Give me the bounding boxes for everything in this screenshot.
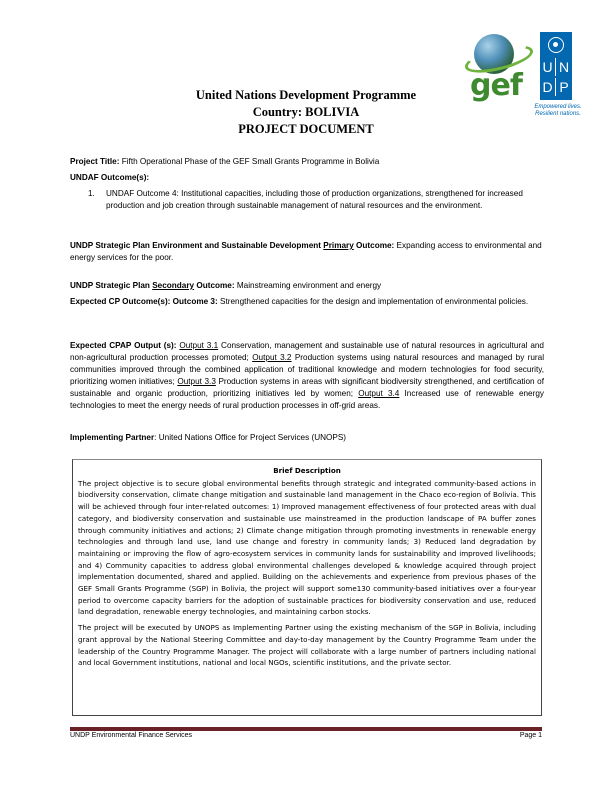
brief-description-title: Brief Description <box>273 466 341 475</box>
output-3-4-id: Output 3.4 <box>358 389 400 398</box>
project-title-label: Project Title: <box>70 157 120 166</box>
page-number: Page 1 <box>519 732 542 739</box>
output-3-1-text: Conservation, management and sustainable use of natural resources in agricultural and non-agricultural production processes promoted; <box>70 341 544 362</box>
gef-logo-text: gef <box>470 68 522 103</box>
undp-tagline: Empowered lives. Resilient nations. <box>534 104 582 117</box>
cp-outcome-value: Strengthened capacities for the design and implementation of environmental policies. <box>220 297 529 306</box>
output-3-3-text: Production systems in areas with significant biodiversity strengthened, and certification of sustainable and organic production, prioritizing initiatives led by women; <box>70 377 544 398</box>
output-3-4-text: Increased use of renewable energy technologies to meet the energy needs of rural production processes in off-grid areas. <box>70 389 544 410</box>
brief-description-paragraph: The project objective is to secure global environmental benefits through strategic and integrated community-based actions in biodiversity conservation, climate change mitigation and sustainable land management in the Chaco eco-region of Bolivia. This will be achieved through four inter-related outcomes: 1) Improved management effectiveness of four protected areas with dual category, and biodiversity conservation and sustainable use mainstreamed in the production landscape of PA buffer zones through community initiatives and actions; 2) Climate change mitigation through promoting investments in renewable energy technologies and through land use, land use change and forestry in community lands; 3) Reduced land degradation by maintaining or improving the flow of agro-ecosystem services in community lands for sustainability and improved livelihoods; and 4) Community capacities to address global environmental challenges developed & knowledge acquired through project implementation documented, shared and applied. Building on the achievements and experience from previous phases of the GEF Small Grants Programme (SGP) in Bolivia, the project will support some130 community-based initiatives over a four-year period to overcome capacity barriers for the adoption of sustainable practices for biodiversity conservation and use, reduced land degradation, renewable energy technologies, and maintaining carbon stocks. <box>78 478 536 617</box>
organization-title: United Nations Development Programme <box>195 88 417 102</box>
undp-letter-d: D <box>540 78 556 96</box>
project-title <box>70 156 544 168</box>
cp-outcome <box>70 296 544 308</box>
primary-outcome-label: UNDP Strategic Plan Environment and Sustainable Development Primary Outcome: <box>70 241 395 250</box>
undp-letter-u: U <box>540 58 556 76</box>
undaf-outcome-label: UNDAF Outcome(s): <box>70 173 150 182</box>
project-title-value: Fifth Operational Phase of the GEF Small Grants Programme in Bolivia <box>121 157 380 166</box>
secondary-outcome-value: Mainstreaming environment and energy <box>236 281 382 290</box>
implementing-partner-value: : United Nations Office for Project Services (UNOPS) <box>154 433 347 442</box>
brief-description-box <box>72 459 542 716</box>
undp-letter-p: P <box>559 79 569 95</box>
un-emblem-icon <box>548 37 564 53</box>
primary-outcome <box>70 240 544 264</box>
primary-outcome-value: Expanding access to environmental and energy services for the poor. <box>70 241 542 262</box>
brief-description-paragraph: The project will be executed by UNOPS as Implementing Partner using the existing mechanism of the SGP in Bolivia, including grant approval by the National Steering Committee and day-to-day management by the Country Programme Team under the leadership of the Country Programme Manager. The project will collaborate with a large number of partners including national and local Government institutions, national and local NGOs, scientific institutions, and the private sector. <box>78 623 536 668</box>
undaf-outcome-list <box>88 188 544 212</box>
output-3-2-id: Output 3.2 <box>252 353 292 362</box>
document-header <box>0 87 612 138</box>
cpap-output <box>70 340 544 412</box>
output-3-2-text: Production systems using natural resources and managed by rural communities improved through the combined application of traditional knowledge and modern technologies for food security, prioritizing women initiatives; <box>70 353 545 386</box>
cpap-output-label: Expected CPAP Output (s): <box>70 341 177 350</box>
country-title: Country: BOLIVIA <box>252 105 360 119</box>
implementing-partner <box>70 432 544 444</box>
implementing-partner-label: Implementing Partner <box>70 433 155 442</box>
footer-organization: UNDP Environmental Finance Services <box>70 732 193 739</box>
output-3-1-id: Output 3.1 <box>179 341 219 350</box>
output-3-3-id: Output 3.3 <box>177 377 216 386</box>
footer-divider <box>70 727 542 731</box>
document-type-title: PROJECT DOCUMENT <box>238 122 374 136</box>
secondary-outcome-label: UNDP Strategic Plan Secondary Outcome: <box>70 281 235 290</box>
list-item: UNDAF Outcome 4: Institutional capacities, including those of production organizations, strengthened for increased production and job creation through sustainable management of natural resources and the environment. <box>106 189 523 210</box>
secondary-outcome <box>70 280 544 292</box>
cp-outcome-label: Expected CP Outcome(s): Outcome 3: <box>70 297 218 306</box>
undp-letter-n: N <box>558 59 570 75</box>
list-number: 1. <box>88 189 95 198</box>
